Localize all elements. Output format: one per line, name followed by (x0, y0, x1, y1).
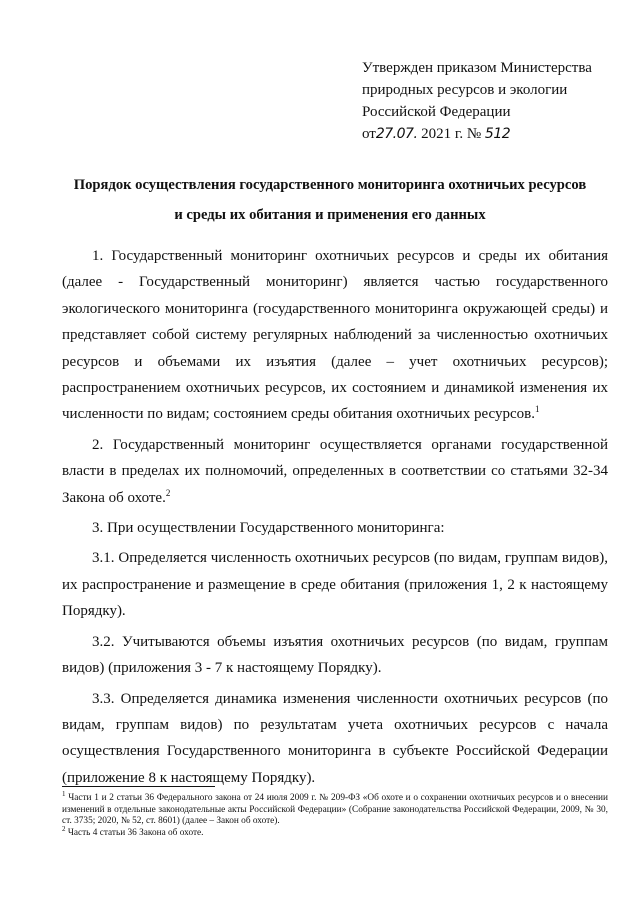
footnote-text: Часть 4 статьи 36 Закона об охоте. (67, 827, 204, 838)
paragraph-text: 1. Государственный мониторинг охотничьих ресурсов и среды их обитания (далее - Государственный мониторинг) является частью государственного экологического мониторинга (государственного мониторинга окружающей среды) и представляет собой систему регулярных наблюдений за численностью охотничьих ресурсов и объемами их изъятия (далее – учет охотничьих ресурсов); распространением охотничьих ресурсов, их состоянием и динамикой изменения их численности по видам; состоянием среды обитания охотничьих ресурсов. (62, 248, 608, 423)
footnote-ref: 2 (165, 487, 171, 498)
paragraph-text: 2. Государственный мониторинг осуществляется органами государственной власти в пределах их полномочий, определенных в соответствии со статьями 32-34 Закона об охоте. (62, 436, 608, 506)
handwritten-number: 512 (484, 126, 511, 142)
document-body (62, 243, 608, 791)
footnotes (62, 789, 608, 839)
footnote-ref: 1 (534, 404, 540, 415)
approval-line: Российской Федерации (362, 104, 511, 120)
title-line: Порядок осуществления государственного мониторинга охотничьих ресурсов (73, 177, 587, 193)
footnote-mark: 2 (62, 824, 66, 833)
approval-date-line (362, 123, 622, 145)
date-prefix: от (362, 126, 376, 142)
handwritten-date: 27.07. (375, 126, 418, 142)
paragraph-3: 3. При осуществлении Государственного мониторинга: (92, 520, 445, 537)
paragraph-2 (62, 432, 608, 511)
footnote-text: Части 1 и 2 статьи 36 Федерального закона от 24 июля 2009 г. № 209-ФЗ «Об охоте и о сохранении охотничьих ресурсов и о внесении изменений в отдельные законодательные акты Российской Федерации» (Собрание законодательства Российской Федерации, 2009, № 30, ст. 3735; 2020, № 52, ст. 8601) (далее – Закон об охоте). (62, 793, 608, 826)
approval-line: Утвержден приказом Министерства (362, 60, 592, 76)
number-sign: № (466, 126, 482, 142)
footnote-2 (62, 824, 608, 840)
document-title (40, 170, 620, 230)
approval-line: природных ресурсов и экологии (362, 82, 568, 98)
footnote-separator (62, 786, 215, 787)
paragraph-3-3: 3.3. Определяется динамика изменения численности охотничьих ресурсов (по видам, группам видов) по результатам учета охотничьих ресурсов с начала осуществления Государственного мониторинга в субъекте Российской Федерации (приложение 8 к настоящему Порядку). (62, 690, 608, 786)
paragraph-1 (62, 243, 608, 428)
date-year: 2021 г. (421, 126, 464, 142)
footnote-mark: 1 (62, 789, 66, 798)
footnote-1 (62, 789, 608, 828)
paragraph-3-2: 3.2. Учитываются объемы изъятия охотничьих ресурсов (по видам, группам видов) (приложения 3 - 7 к настоящему Порядку). (62, 633, 608, 677)
paragraph-3-1: 3.1. Определяется численность охотничьих ресурсов (по видам, группам видов), их распространение и размещение в среде обитания (приложения 1, 2 к настоящему Порядку). (62, 550, 608, 620)
title-line: и среды их обитания и применения его данных (174, 207, 486, 223)
approval-block (362, 57, 622, 145)
